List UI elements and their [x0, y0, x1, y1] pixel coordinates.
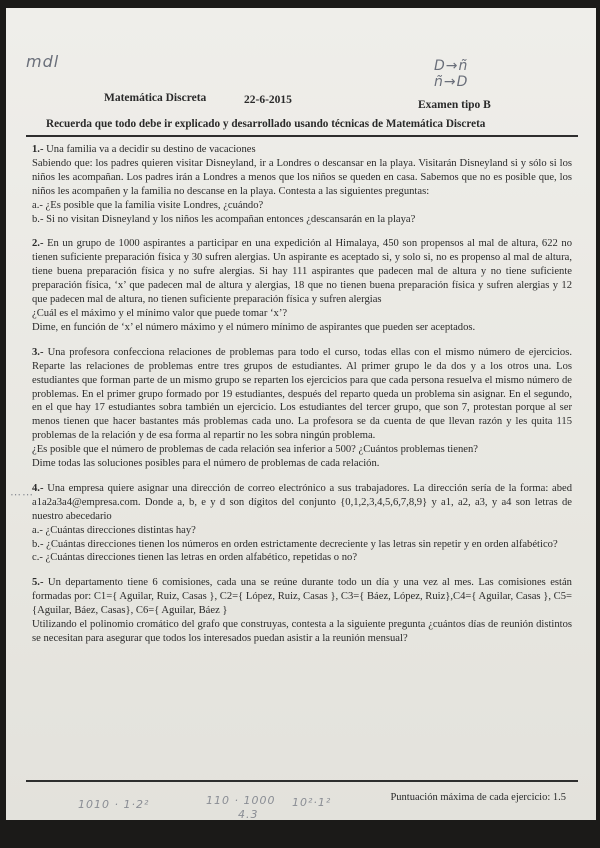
- exercise-question: ¿Es posible que el número de problemas de cada relación sea inferior a 500? ¿Cuántos problemas tienen?: [32, 444, 478, 456]
- handwritten-calc-4: 4.3: [238, 808, 259, 820]
- exercise-number: 4.-: [32, 482, 44, 494]
- handwritten-note-1: D→ñ: [434, 58, 469, 74]
- exercise-3: [32, 346, 572, 471]
- exercise-number: 3.-: [32, 346, 44, 358]
- exercise-question: Dime, en función de ‘x’ el número máximo y el número mínimo de aspirantes que pueden ser aceptados.: [32, 321, 476, 333]
- top-rule: [26, 135, 578, 137]
- exercise-text: Un departamento tiene 6 comisiones, cada una se reúne durante todo un día y una vez al mes. Las comisiones están formadas por: C1={ Aguilar, Ruiz, Casas }, C2={ López, Ruiz, Casas }, C3={ Báez, López, Ruiz},C4={ Aguilar, Casas }, C5={Aguilar, Báez, Casas}, C6={ Aguilar, Báez }: [32, 577, 572, 617]
- exercise-text: Una empresa quiere asignar una dirección de correo electrónico a sus trabajadores. La dirección sería de la forma: abed a1a2a3a4@empresa.com. Donde a, b, e y d son dígitos del conjunto {0,1,2,3,4,5,6,7,8,9} y a1, a2, a3, y a4 son letras de nuestro abecedario: [32, 482, 572, 522]
- exam-sheet: [6, 8, 596, 820]
- exercise-number: 2.-: [32, 238, 44, 250]
- margin-marks: ⋯⋯: [10, 488, 34, 501]
- exercise-text: Una profesora confecciona relaciones de problemas para todo el curso, todas ellas con el mismo número de ejercicios. Reparte las relaciones de problemas entre tres grupos de estudiantes. Al primer grupo le da dos y a los otros una. Los estudiantes que forman parte de un mismo grupo se reparten los ejercicios para que cada persona resuelva el mismo número de problemas. En el primer grupo formado por 19 estudiantes, después del reparto queda un problema sin asignar. En el segundo, en el que hay 17 estudiantes sobra también un ejercicio. Los estudiantes del tercer grupo, que son 7, protestan porque al ser menos tienen que hacer bastantes más problemas cada uno. La profesora se da cuenta de que llevan razón y les quita 115 problemas de la relación y de esa forma al repartir no les sobra ningún problema.: [32, 346, 572, 442]
- score-note: Puntuación máxima de cada ejercicio: 1.5: [390, 792, 566, 803]
- exercise-question: a.- ¿Es posible que la familia visite Londres, ¿cuándo?: [32, 199, 264, 211]
- exercise-1: [32, 143, 572, 226]
- handwritten-calc-3: 10²·1²: [292, 796, 332, 809]
- exercise-question: b.- ¿Cuántas direcciones tienen los números en orden estrictamente decreciente y las letras sin repetir y en orden alfabético?: [32, 538, 558, 550]
- handwritten-note-2: ñ→D: [434, 74, 469, 90]
- exercise-question: b.- Si no visitan Disneyland y los niños les acompañan entonces ¿descansarán en la playa?: [32, 213, 416, 225]
- exercises: [32, 143, 572, 657]
- instruction-line: Recuerda que todo debe ir explicado y desarrollado usando técnicas de Matemática Discreta: [46, 118, 486, 130]
- exercise-text: En un grupo de 1000 aspirantes a participar en una expedición al Himalaya, 450 son propensos al mal de altura, 622 no tienen suficiente preparación física y 30 sufren alergias. Un aspirante es aceptado si, y solo si, no es propenso al mal de altura, tiene buena preparación física y no sufre alergias. Si hay 111 aspirantes que padecen mal de altura y no tiene suficiente preparación física, ‘x’ que padecen mal de altura y alergias, 18 que no tienen buena preparación física y sufren alergias y 12 que padecen mal de altura, no tienen suficiente preparación física y sufren alergias: [32, 238, 572, 306]
- exam-type: Examen tipo B: [418, 99, 491, 111]
- handwritten-calc-1: 1010 · 1·2²: [78, 798, 150, 811]
- exercise-text: Sabiendo que: los padres quieren visitar Disneyland, ir a Londres o descansar en la playa. Visitarán Disneyland si y sólo si los niños les acompañan. Los padres irán a Londres a menos que los niños se queden en casa. Sabemos que no es posible que, los niños les acompañen y la familia no descanse en la playa. Contesta a las siguientes preguntas:: [32, 157, 572, 197]
- exercise-question: Dime todas las soluciones posibles para el número de problemas de cada relación.: [32, 458, 380, 470]
- exam-date: 22-6-2015: [244, 94, 292, 106]
- exercise-question: c.- ¿Cuántas direcciones tienen las letras en orden alfabético, repetidas o no?: [32, 552, 358, 564]
- handwritten-initials: mdl: [26, 52, 60, 71]
- exercise-number: 5.-: [32, 577, 44, 589]
- exercise-2: [32, 237, 572, 334]
- exercise-question: Utilizando el polinomio cromático del grafo que construyas, contesta a la siguiente pregunta ¿cuántos días de reunión distintos se necesitan para asegurar que todos los interesados puedan asistir a la reunión mensual?: [32, 619, 572, 644]
- exercise-question: a.- ¿Cuántas direcciones distintas hay?: [32, 524, 196, 536]
- exercise-4: [32, 482, 572, 565]
- exercise-question: ¿Cuál es el máximo y el mínimo valor que puede tomar ‘x’?: [32, 307, 288, 319]
- exercise-number: 1.-: [32, 144, 44, 155]
- bottom-rule: [26, 780, 578, 782]
- handwritten-calc-2: 110 · 1000: [206, 794, 276, 807]
- course-title: Matemática Discreta: [104, 92, 207, 104]
- exercise-5: [32, 576, 572, 646]
- exercise-text: Una familia va a decidir su destino de vacaciones: [46, 144, 256, 155]
